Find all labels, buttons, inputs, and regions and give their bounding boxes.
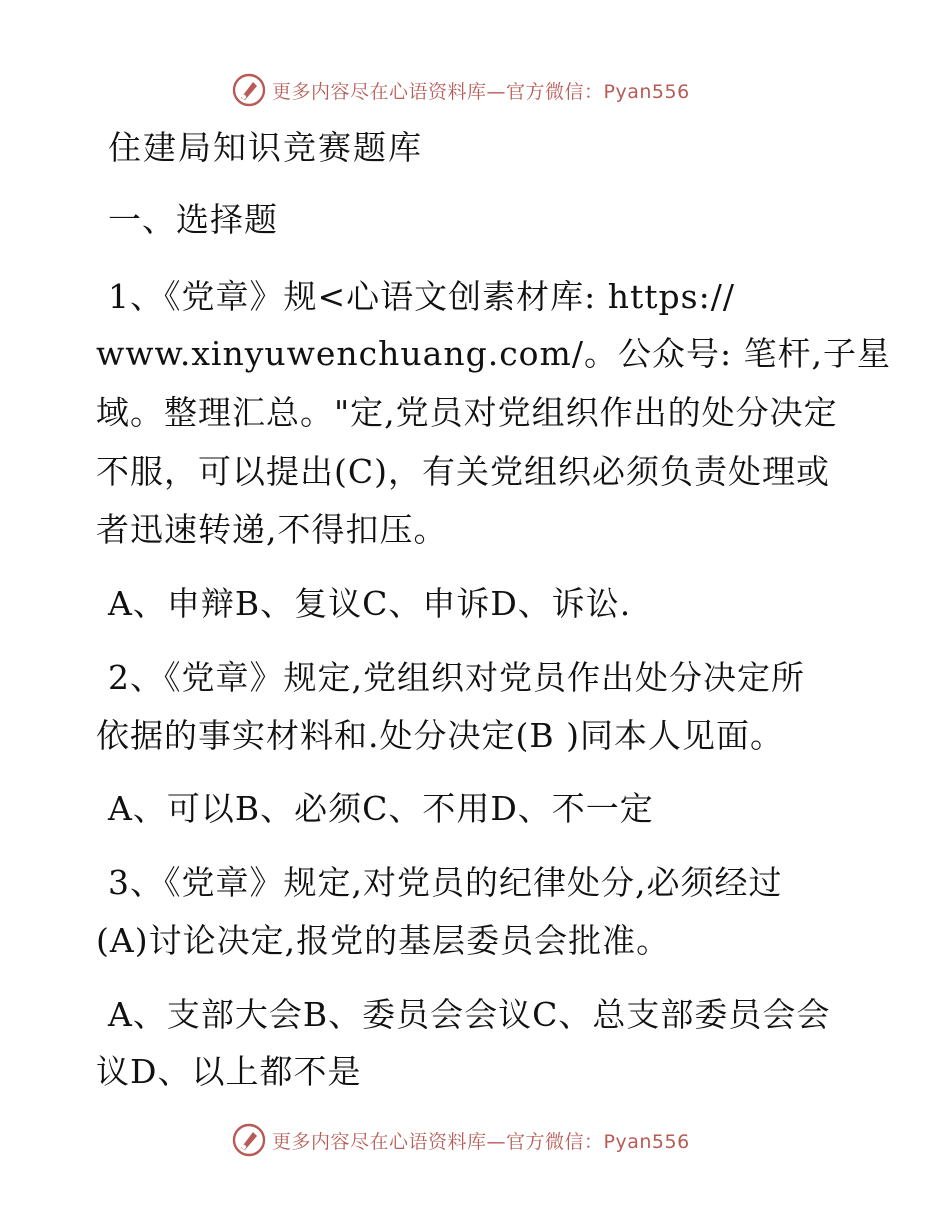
question-1-line-3: 域。整理汇总。"定,党员对党组织作出的处分决定 [96,393,838,432]
header-watermark [232,70,690,110]
question-1-line-1: 1、《党章》规<心语文创素材库: https:// [108,277,735,316]
question-3-line-2: (A)讨论决定,报党的基层委员会批准。 [96,921,671,960]
watermark-text: 更多内容尽在心语资料库—官方微信：Pyan556 [272,1130,690,1153]
question-3-line-1: 3、《党章》规定,对党员的纪律处分,必须经过 [108,863,783,902]
pen-nib-logo-icon [232,1123,266,1157]
question-1-line-4: 不服，可以提出(C)，有关党组织必须负责处理或 [96,452,830,491]
question-2-line-1: 2、《党章》规定,党组织对党员作出处分决定所 [108,658,805,697]
question-3-options-line-2: 议D、以上都不是 [96,1052,362,1091]
question-2-options: A、可以B、必须C、不用D、不一定 [108,789,654,828]
watermark-text: 更多内容尽在心语资料库—官方微信：Pyan556 [272,80,690,103]
question-2-line-2: 依据的事实材料和.处分决定(B )同本人见面。 [96,716,784,755]
question-3-options-line-1: A、支部大会B、委员会会议C、总支部委员会会 [108,995,831,1034]
question-1-line-5: 者迅速转递,不得扣压。 [96,510,448,549]
footer-watermark [232,1120,690,1160]
question-1-options: A、申辩B、复议C、申诉D、诉讼. [108,584,632,623]
section-heading: 一、选择题 [108,200,278,239]
question-1-line-2: www.xinyuwenchuang.com/。公众号: 笔杆,子星 [96,334,892,373]
pen-nib-logo-icon [232,73,266,107]
document-title: 住建局知识竞赛题库 [108,128,423,167]
